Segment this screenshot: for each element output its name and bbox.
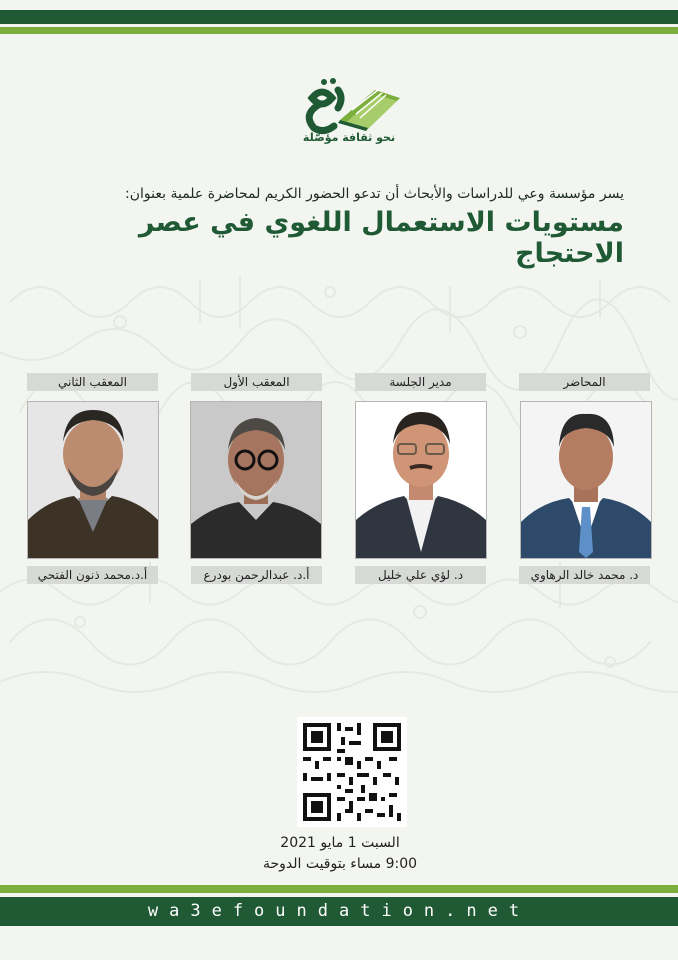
role-second-discussant: المعقب الثاني <box>27 373 158 391</box>
top-dark-bar <box>0 10 678 24</box>
role-first-discussant: المعقب الأول <box>191 373 322 391</box>
book-icon <box>338 90 400 131</box>
lecture-title: مستويات الاستعمال اللغوي في عصر الاحتجاج <box>138 207 624 269</box>
portrait-lecturer <box>520 401 652 559</box>
name-moderator: د. لؤي علي خليل <box>355 566 486 584</box>
event-time: 9:00 مساء بتوقيت الدوحة <box>262 856 418 872</box>
name-first-discussant: أ.د. عبدالرحمن بودرع <box>191 566 322 584</box>
logo-caption: نحو ثقافة مؤصّلة <box>302 131 396 144</box>
arabic-letters-mark <box>309 90 341 131</box>
role-moderator: مدير الجلسة <box>355 373 486 391</box>
name-second-discussant: أ.د.محمد ذنون الفتحي <box>27 566 158 584</box>
event-date: السبت 1 مايو 2021 <box>280 835 400 851</box>
invitation-text: يسر مؤسسة وعي للدراسات والأبحاث أن تدعو الحضور الكريم لمحاضرة علمية بعنوان: <box>125 186 624 202</box>
name-lecturer: د. محمد خالد الرهاوي <box>519 566 650 584</box>
qr-code[interactable] <box>297 717 407 827</box>
top-light-bar <box>0 27 678 34</box>
portrait-second-discussant <box>27 401 159 559</box>
footer-website-link[interactable]: wa3efoundation.net <box>147 901 531 921</box>
portrait-moderator <box>355 401 487 559</box>
role-lecturer: المحاضر <box>519 373 650 391</box>
bottom-light-bar <box>0 885 678 893</box>
portrait-first-discussant <box>190 401 322 559</box>
